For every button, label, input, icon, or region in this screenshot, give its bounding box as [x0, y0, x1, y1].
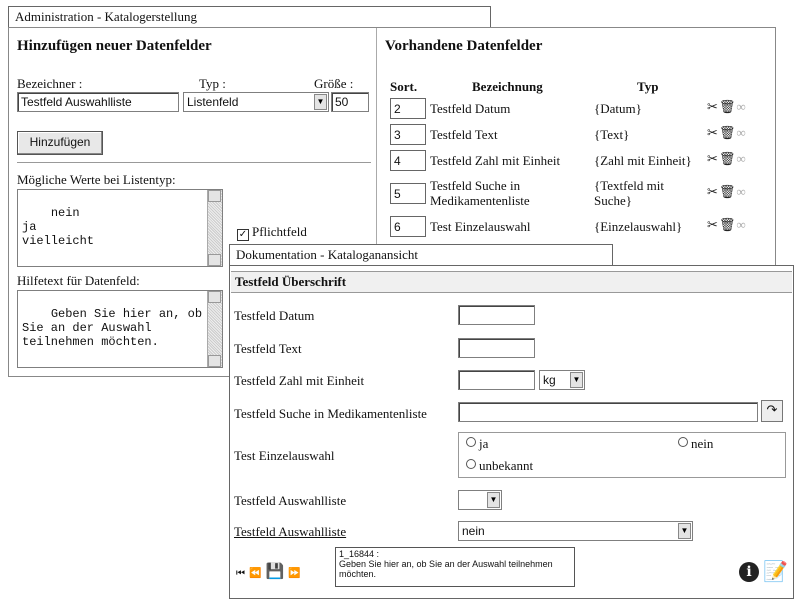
scissors-icon[interactable]: ✂: [707, 217, 719, 232]
tooltip-id: 1_16844 :: [339, 549, 380, 559]
field-name: Testfeld Text: [430, 127, 498, 142]
col-header-typ: Typ: [637, 79, 659, 94]
doc-window-tab[interactable]: [229, 244, 613, 266]
row-actions: [707, 184, 747, 200]
trash-icon[interactable]: 🗑: [718, 184, 737, 199]
values-text: nein ja vielleicht: [22, 206, 95, 248]
groesse-label: Größe :: [314, 76, 354, 91]
chevron-down-icon[interactable]: ▼: [314, 94, 327, 110]
unit-select[interactable]: [539, 370, 585, 390]
section-heading: Testfeld Überschrift: [235, 274, 347, 289]
field-name: Testfeld Datum: [430, 101, 511, 116]
search-go-icon[interactable]: ↷: [761, 400, 783, 422]
field-type: {Text}: [594, 127, 630, 142]
chevron-down-icon[interactable]: ▼: [678, 523, 691, 539]
sort-input[interactable]: 5: [390, 183, 426, 204]
first-page-icon[interactable]: ⏮: [236, 568, 249, 579]
pflichtfeld-label: Pflichtfeld: [252, 224, 307, 239]
scissors-icon[interactable]: ✂: [707, 99, 719, 114]
link-icon[interactable]: ∞: [736, 125, 747, 140]
admin-window-tab[interactable]: [8, 6, 491, 28]
sort-input[interactable]: 4: [390, 150, 426, 171]
auswahl1-label: Testfeld Auswahlliste: [234, 493, 347, 508]
datum-label: Testfeld Datum: [234, 308, 315, 323]
radio-icon[interactable]: [466, 459, 476, 469]
add-section-separator: [17, 162, 371, 163]
field-name: Testfeld Suche in Medikamentenliste: [430, 178, 530, 208]
scissors-icon[interactable]: ✂: [707, 151, 719, 166]
pflichtfeld-checkbox[interactable]: [237, 224, 307, 241]
chevron-down-icon[interactable]: ▼: [570, 372, 583, 388]
auswahl2-label: Testfeld Auswahlliste: [234, 524, 347, 539]
auswahl2-select-value: nein: [462, 524, 485, 538]
sort-input[interactable]: 2: [390, 98, 426, 119]
save-icon[interactable]: 💾: [265, 562, 289, 580]
scrollbar[interactable]: [207, 190, 222, 266]
add-section-heading: Hinzufügen neuer Datenfelder: [17, 38, 212, 54]
field-name: Test Einzelauswahl: [430, 219, 531, 234]
radio-nein-label: nein: [691, 436, 714, 451]
radio-ja-label: ja: [479, 436, 489, 451]
scissors-icon[interactable]: ✂: [707, 125, 719, 140]
trash-icon[interactable]: 🗑: [718, 125, 737, 140]
sort-input[interactable]: 3: [390, 124, 426, 145]
radio-ja[interactable]: [466, 436, 488, 452]
bezeichner-input[interactable]: Testfeld Auswahlliste: [17, 92, 179, 112]
link-icon[interactable]: ∞: [736, 217, 747, 232]
tooltip-text: Geben Sie hier an, ob Sie an der Auswahl teilnehmen möchten.: [339, 559, 553, 579]
field-name: Testfeld Zahl mit Einheit: [430, 153, 561, 168]
trash-icon[interactable]: 🗑: [718, 99, 737, 114]
row-actions: [707, 217, 747, 233]
field-type: {Datum}: [594, 101, 642, 116]
scissors-icon[interactable]: ✂: [707, 184, 719, 199]
text-input[interactable]: [458, 338, 535, 358]
admin-window-title: Administration - Katalogerstellung: [15, 9, 197, 24]
link-icon[interactable]: ∞: [736, 184, 747, 199]
col-header-bezeichnung: Bezeichnung: [472, 79, 543, 94]
radio-nein[interactable]: [678, 436, 713, 452]
trash-icon[interactable]: 🗑: [718, 217, 737, 232]
next-page-icon[interactable]: ⏩: [288, 568, 305, 579]
text-label: Testfeld Text: [234, 341, 302, 356]
einzel-label: Test Einzelauswahl: [234, 448, 335, 463]
help-text: Geben Sie hier an, ob Sie an der Auswahl teilnehmen möchten.: [22, 307, 203, 349]
field-type: {Textfeld mit Suche}: [594, 178, 664, 208]
help-tooltip: [335, 547, 575, 587]
sort-input[interactable]: 6: [390, 216, 426, 237]
typ-select[interactable]: [183, 92, 329, 112]
check-icon[interactable]: ✓: [238, 229, 248, 240]
groesse-input[interactable]: 50: [331, 92, 369, 112]
doc-section-header: [231, 271, 792, 293]
help-textarea[interactable]: [17, 290, 223, 368]
col-header-sort: Sort.: [390, 79, 418, 94]
row-actions: [707, 99, 747, 115]
link-icon[interactable]: ∞: [736, 99, 747, 114]
info-icon[interactable]: i: [739, 562, 759, 582]
radio-icon[interactable]: [466, 437, 476, 447]
pager: [236, 562, 305, 580]
row-actions: [707, 151, 747, 167]
bezeichner-label: Bezeichner :: [17, 76, 83, 91]
trash-icon[interactable]: 🗑: [718, 151, 737, 166]
doc-window: [229, 265, 794, 599]
zahl-label: Testfeld Zahl mit Einheit: [234, 373, 365, 388]
existing-section-heading: Vorhandene Datenfelder: [385, 38, 543, 54]
datum-input[interactable]: [458, 305, 535, 325]
radio-unbekannt[interactable]: [466, 458, 533, 474]
suche-input[interactable]: [458, 402, 758, 422]
link-icon[interactable]: ∞: [736, 151, 747, 166]
suche-label: Testfeld Suche in Medikamentenliste: [234, 406, 427, 421]
doc-window-title: Dokumentation - Kataloganansicht: [236, 247, 418, 262]
radio-unbekannt-label: unbekannt: [479, 458, 534, 473]
notes-icon[interactable]: 📝: [763, 559, 788, 583]
zahl-input[interactable]: [458, 370, 535, 390]
values-label: Mögliche Werte bei Listentyp:: [17, 172, 176, 187]
help-label: Hilfetext für Datenfeld:: [17, 273, 140, 288]
unit-select-value: kg: [543, 373, 556, 387]
auswahl2-select[interactable]: [458, 521, 693, 541]
add-button[interactable]: Hinzufügen: [17, 131, 103, 155]
prev-page-icon[interactable]: ⏪: [249, 568, 266, 579]
field-type: {Einzelauswahl}: [594, 219, 683, 234]
radio-icon[interactable]: [678, 437, 688, 447]
chevron-down-icon[interactable]: ▼: [487, 492, 500, 508]
auswahl1-select[interactable]: [458, 490, 502, 510]
field-type: {Zahl mit Einheit}: [594, 153, 692, 168]
values-textarea[interactable]: [17, 189, 223, 267]
typ-select-value: Listenfeld: [187, 95, 239, 109]
row-actions: [707, 125, 747, 141]
scrollbar[interactable]: [207, 291, 222, 367]
typ-label: Typ :: [199, 76, 226, 91]
